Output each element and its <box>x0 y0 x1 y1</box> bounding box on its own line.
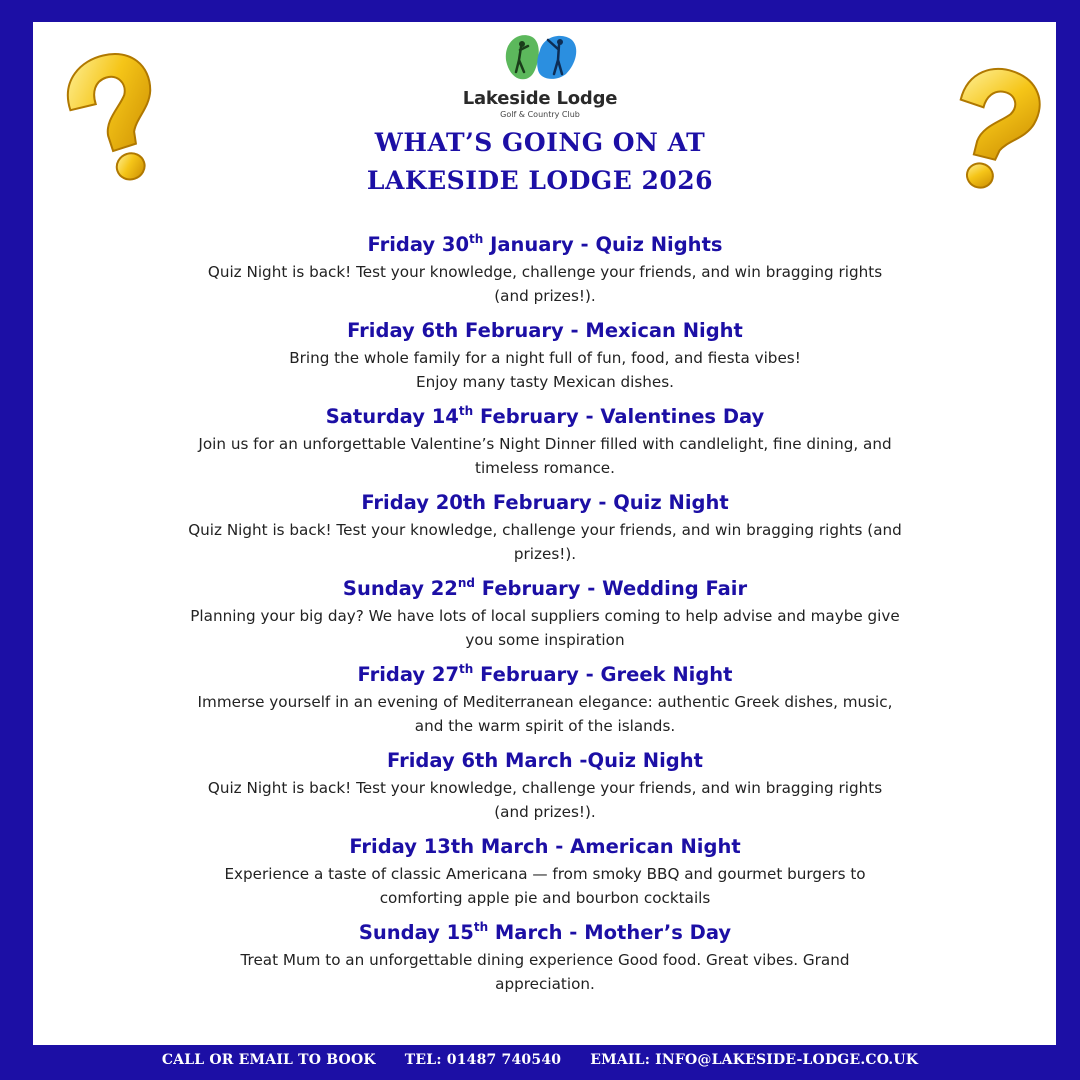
event-list <box>140 230 950 1004</box>
event-description: Quiz Night is back! Test your knowledge, challenge your friends, and win bragging rights (and prizes!). <box>188 521 902 563</box>
booking-prompt: CALL OR EMAIL TO BOOK <box>161 1052 376 1068</box>
event-item <box>140 832 950 918</box>
event-description: Quiz Night is back! Test your knowledge, challenge your friends, and win bragging rights (and prizes!). <box>207 263 883 305</box>
title-line-1: WHAT’S GOING ON AT <box>374 128 706 157</box>
event-item <box>140 402 950 488</box>
event-item <box>140 746 950 832</box>
event-title: Sunday 22nd February - Wedding Fair <box>342 576 748 600</box>
logo <box>0 30 1080 119</box>
brand-subtitle: Golf & Country Club <box>500 110 580 119</box>
event-description: Experience a taste of classic Americana — from smoky BBQ and gourmet burgers to comforting apple pie and bourbon cocktails <box>224 865 866 907</box>
booking-footer <box>0 1052 1080 1068</box>
event-item <box>140 316 950 402</box>
event-title: Friday 30th January - Quiz Nights <box>367 232 723 256</box>
event-title: Sunday 15th March - Mother’s Day <box>358 920 732 944</box>
event-description: Treat Mum to an unforgettable dining experience Good food. Great vibes. Grand appreciation. <box>240 951 850 993</box>
title-line-2: LAKESIDE LODGE 2026 <box>366 166 714 195</box>
event-item <box>140 488 950 574</box>
event-description: Planning your big day? We have lots of local suppliers coming to help advise and maybe give you some inspiration <box>190 607 900 649</box>
page-title <box>0 124 1080 200</box>
brand-name: Lakeside Lodge <box>462 88 618 109</box>
event-description: Join us for an unforgettable Valentine’s Night Dinner filled with candlelight, fine dining, and timeless romance. <box>198 435 892 477</box>
event-description: Bring the whole family for a night full of fun, food, and fiesta vibes! Enjoy many tasty Mexican dishes. <box>289 349 801 391</box>
event-item <box>140 574 950 660</box>
event-item <box>140 918 950 1004</box>
event-item <box>140 230 950 316</box>
email-address[interactable]: EMAIL: INFO@LAKESIDE-LODGE.CO.UK <box>590 1052 919 1068</box>
event-title: Friday 6th February - Mexican Night <box>347 319 743 342</box>
event-title: Friday 13th March - American Night <box>349 835 741 858</box>
event-item <box>140 660 950 746</box>
event-title: Friday 27th February - Greek Night <box>357 662 733 686</box>
event-title: Friday 20th February - Quiz Night <box>361 491 729 514</box>
event-title: Saturday 14th February - Valentines Day <box>325 404 765 428</box>
phone-number[interactable]: TEL: 01487 740540 <box>404 1052 562 1068</box>
golfer-logo-icon <box>500 30 580 86</box>
event-title: Friday 6th March -Quiz Night <box>387 749 703 772</box>
event-description: Quiz Night is back! Test your knowledge, challenge your friends, and win bragging rights (and prizes!). <box>207 779 883 821</box>
event-description: Immerse yourself in an evening of Mediterranean elegance: authentic Greek dishes, music, and the warm spirit of the islands. <box>197 693 893 735</box>
